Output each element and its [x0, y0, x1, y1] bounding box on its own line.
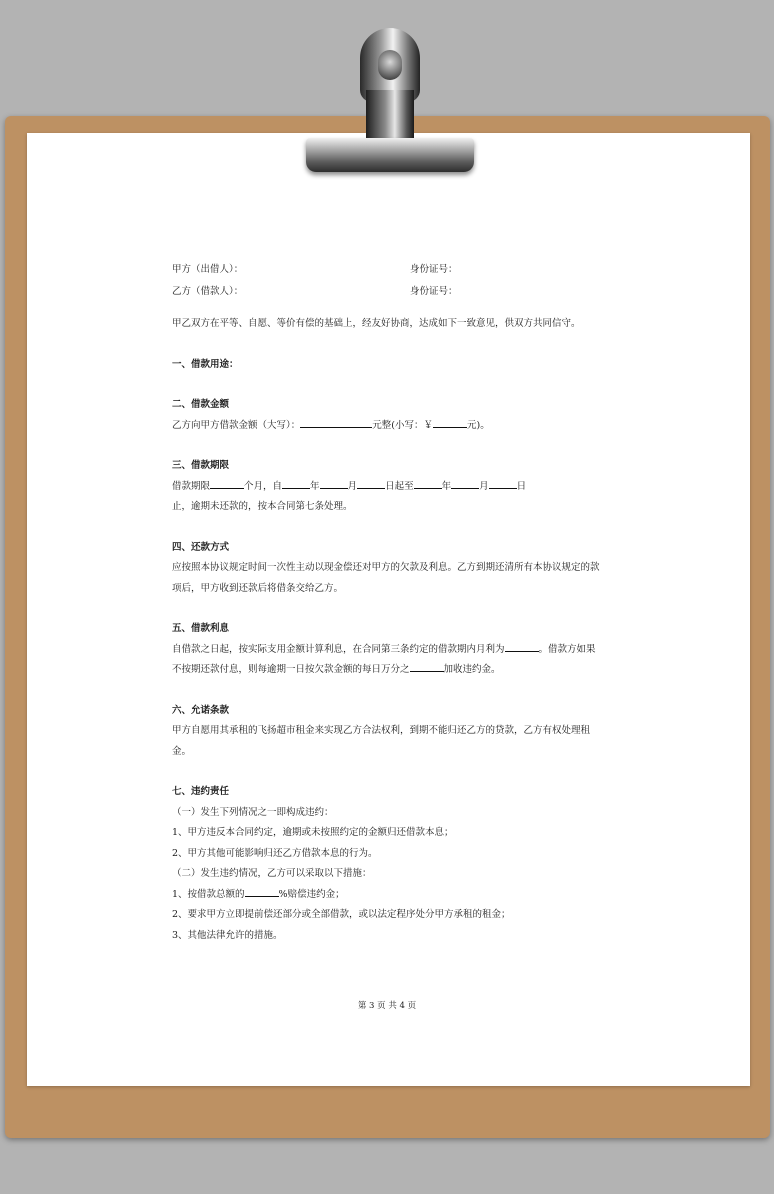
section-4-title: 四、还款方式 [172, 541, 230, 553]
section-7-line-3: 2、甲方其他可能影响归还乙方借款本息的行为。 [172, 847, 378, 859]
intro-paragraph: 甲乙双方在平等、自愿、等价有偿的基础上，经友好协商，达成如下一致意见，供双方共同信守。 [172, 318, 581, 329]
section-7-line-4: （二）发生违约情况，乙方可以采取以下措施： [172, 868, 372, 879]
section-3-text: 借款期限 个月，自 年 月 日起至 年 月 日 止，逾期未还款的，按本合同第七条处理。 [172, 480, 527, 512]
section-6-text: 甲方自愿用其承租的飞扬超市租金来实现乙方合法权利，到期不能归还乙方的贷款，乙方有权处理租金。 [172, 725, 591, 757]
start-day-blank [357, 487, 385, 489]
section-5-title: 五、借款利息 [172, 623, 230, 634]
contract-body [172, 260, 602, 946]
monthly-rate-blank [505, 650, 539, 652]
start-month-blank [320, 487, 348, 489]
party-b-id-label: 身份证号： [410, 286, 458, 297]
amount-lower-blank [433, 426, 467, 428]
penalty-rate-blank [410, 670, 444, 672]
section-7-line-1: （一）发生下列情况之一即构成违约： [172, 806, 334, 818]
start-year-blank [282, 487, 310, 489]
section-3-title: 三、借款期限 [172, 460, 230, 471]
penalty-percent-blank [245, 895, 279, 897]
binder-clip-hole [378, 50, 402, 80]
party-a-label: 甲方（出借人）： [172, 264, 244, 275]
party-b-row [172, 282, 602, 304]
end-day-blank [489, 487, 517, 489]
section-7-line-5: 1、按借款总额的 %赔偿违约金； [172, 888, 345, 900]
section-7-line-7: 3、其他法律允许的措施。 [172, 929, 283, 941]
binder-clip-base [306, 138, 474, 172]
section-1-title: 一、借款用途： [172, 358, 239, 370]
party-a-row [172, 260, 602, 282]
section-2-title: 二、借款金额 [172, 399, 230, 410]
section-4-text: 应按照本协议规定时间一次性主动以现金偿还对甲方的欠款及利息。乙方到期还清所有本协议规定的款项后，甲方收到还款后将借条交给乙方。 [172, 562, 600, 594]
section-7-title: 七、违约责任 [172, 786, 230, 797]
amount-upper-blank [300, 426, 372, 428]
page-number: 第 3 页 共 4 页 [357, 1001, 417, 1011]
end-month-blank [451, 487, 479, 489]
section-7-line-2: 1、甲方违反本合同约定，逾期或未按照约定的金额归还借款本息； [172, 827, 454, 838]
section-5-text: 自借款之日起，按实际支用金额计算利息，在合同第三条约定的借款期内月利为 。借款方如果不按期还款付息，则每逾期一日按欠款金额的每日万分之 加收违约金。 [172, 643, 596, 675]
section-7-line-6: 2、要求甲方立即提前偿还部分或全部借款，或以法定程序处分甲方承租的租金； [172, 909, 511, 920]
section-6-title: 六、允诺条款 [172, 704, 230, 716]
party-b-label: 乙方（借款人）： [172, 286, 244, 297]
end-year-blank [414, 487, 442, 489]
party-a-id-label: 身份证号： [410, 264, 458, 275]
months-blank [210, 487, 244, 489]
binder-clip-neck [366, 90, 414, 140]
section-2-text: 乙方向甲方借款金额（大写）： 元整(小写：￥ 元)。 [172, 419, 490, 431]
